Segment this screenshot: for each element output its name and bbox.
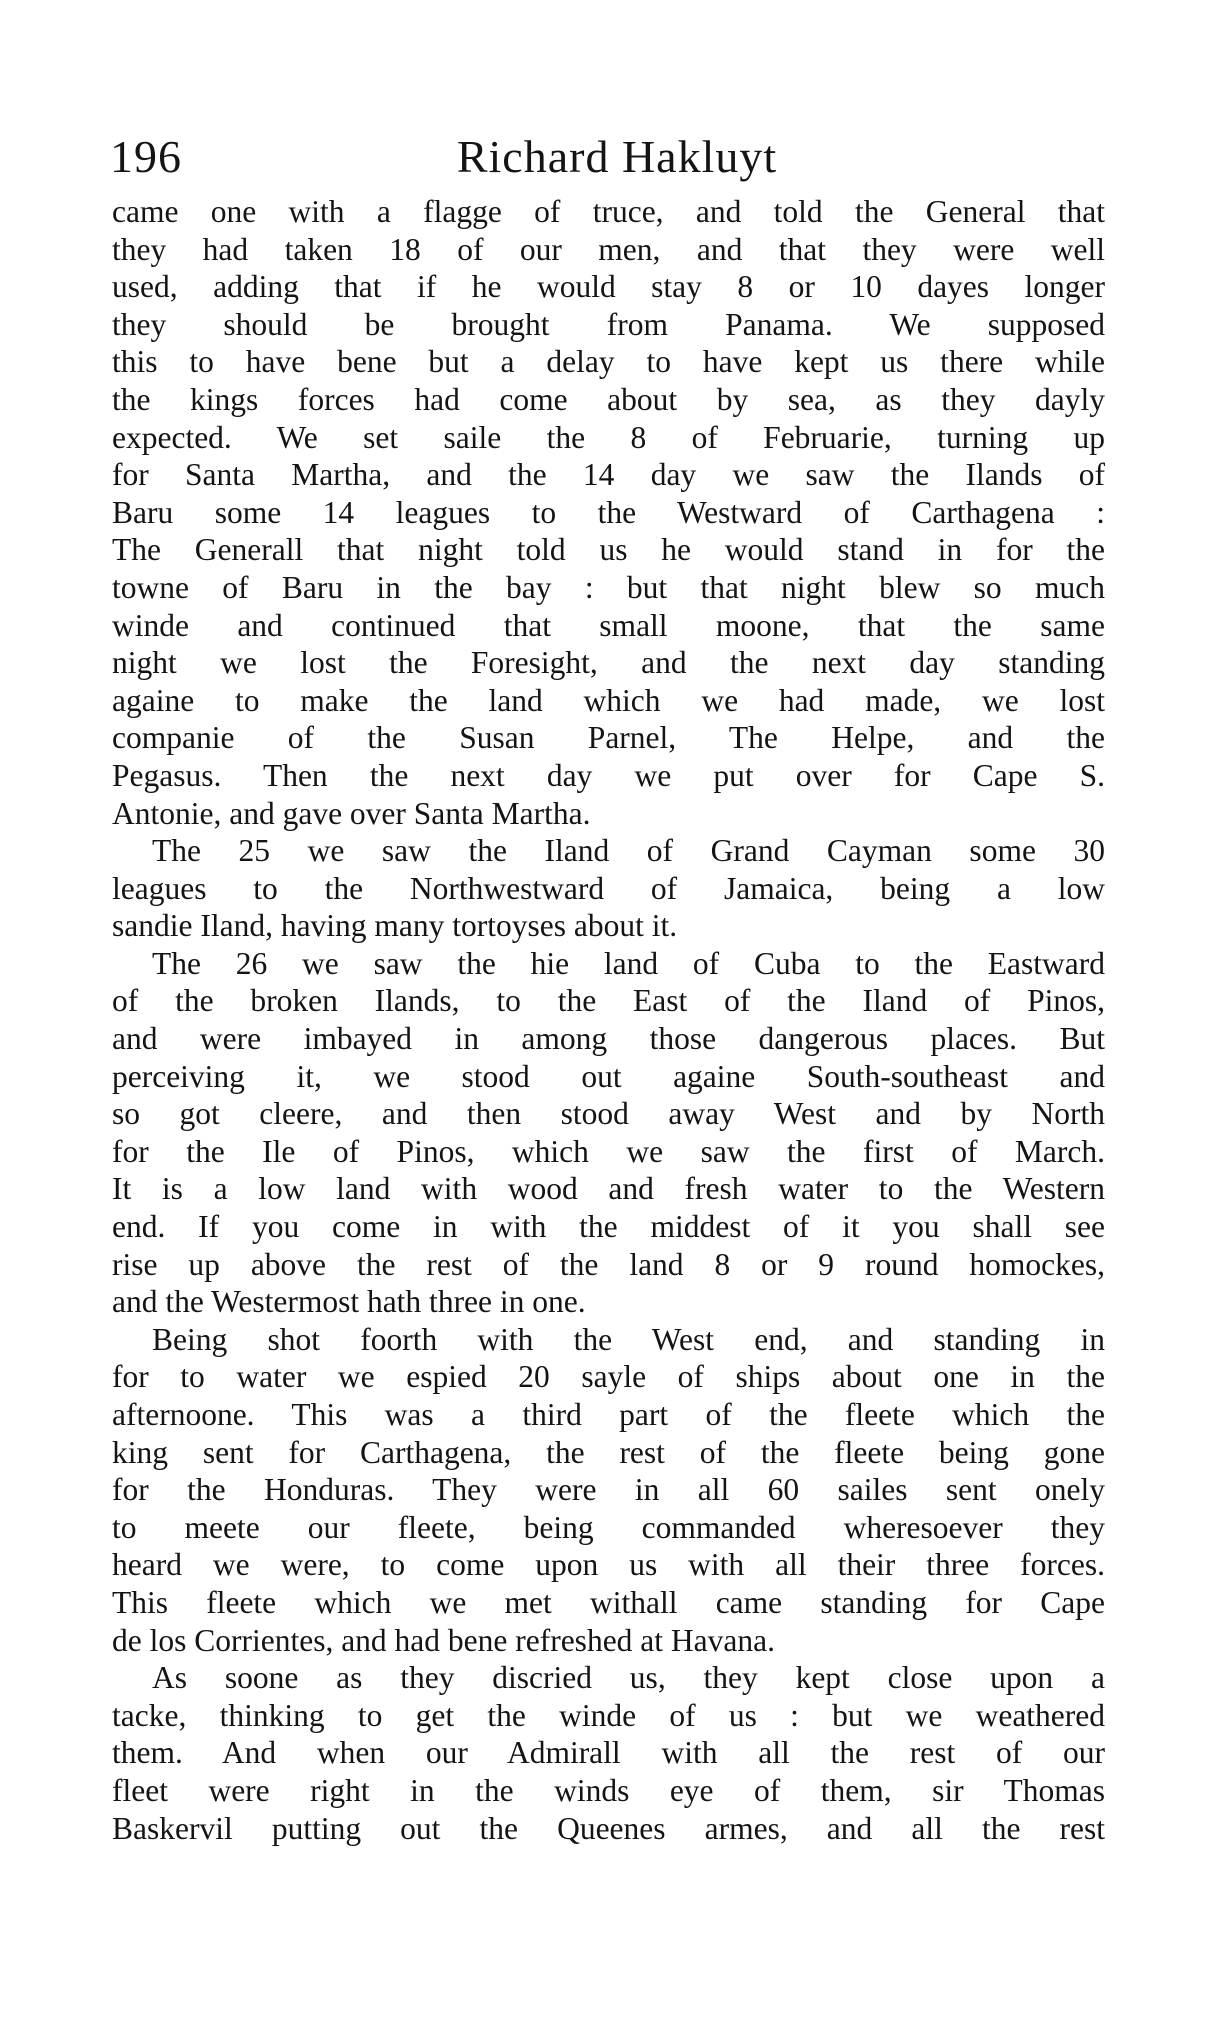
text-line: expected. We set saile the 8 of Februarie, turning up: [112, 419, 1105, 455]
body-text: [112, 193, 1105, 1847]
text-line: used, adding that if he would stay 8 or 10 dayes longer: [112, 269, 1105, 305]
text-line: fleet were right in the winds eye of them, sir Thomas: [112, 1772, 1105, 1808]
text-line: and the Westermost hath three in one.: [112, 1284, 586, 1320]
text-line: leagues to the Northwestward of Jamaica, being a low: [112, 870, 1105, 906]
text-line: companie of the Susan Parnel, The Helpe, and the: [112, 720, 1105, 756]
text-line: they should be brought from Panama. We supposed: [112, 306, 1105, 342]
text-line: perceiving it, we stood out againe South-southeast and: [112, 1058, 1105, 1094]
running-title: Richard Hakluyt: [456, 131, 778, 182]
text-line: The 26 we saw the hie land of Cuba to the Eastward: [152, 945, 1105, 981]
text-line: This fleete which we met withall came standing for Cape: [112, 1584, 1105, 1620]
text-line: towne of Baru in the bay : but that night blew so much: [112, 569, 1105, 605]
paragraph: [112, 832, 1105, 945]
text-line: Baskervil putting out the Queenes armes, and all the rest: [112, 1810, 1105, 1846]
text-line: tacke, thinking to get the winde of us : but we weathered: [112, 1697, 1105, 1733]
text-line: this to have bene but a delay to have kept us there while: [112, 344, 1105, 380]
text-line: Pegasus. Then the next day we put over for Cape S.: [112, 757, 1105, 793]
text-line: for Santa Martha, and the 14 day we saw the Ilands of: [112, 457, 1105, 493]
text-line: the kings forces had come about by sea, as they dayly: [112, 381, 1105, 417]
text-line: for to water we espied 20 sayle of ships about one in the: [112, 1359, 1105, 1395]
text-line: so got cleere, and then stood away West and by North: [112, 1096, 1105, 1132]
text-line: The 25 we saw the Iland of Grand Cayman some 30: [152, 833, 1105, 869]
text-line: end. If you come in with the middest of it you shall see: [112, 1209, 1105, 1245]
text-line: for the Ile of Pinos, which we saw the first of March.: [112, 1133, 1105, 1169]
text-line: rise up above the rest of the land 8 or 9 round homockes,: [112, 1246, 1105, 1282]
text-line: afternoone. This was a third part of the fleete which the: [112, 1397, 1105, 1432]
text-line: to meete our fleete, being commanded wheresoever they: [112, 1509, 1105, 1545]
running-head: [110, 122, 1104, 192]
paragraph: [112, 1321, 1105, 1659]
paragraph: [112, 1659, 1105, 1847]
text-line: The Generall that night told us he would stand in for the: [112, 532, 1105, 568]
text-line: It is a low land with wood and fresh water to the Western: [112, 1171, 1105, 1207]
text-line: heard we were, to come upon us with all their three forces.: [112, 1547, 1105, 1583]
paragraph: [112, 945, 1105, 1321]
text-line: them. And when our Admirall with all the rest of our: [112, 1735, 1105, 1771]
text-line: Antonie, and gave over Santa Martha.: [112, 795, 591, 831]
text-line: As soone as they discried us, they kept close upon a: [152, 1660, 1105, 1696]
text-line: king sent for Carthagena, the rest of the fleete being gone: [112, 1434, 1105, 1470]
text-line: sandie Iland, having many tortoyses about it.: [112, 908, 678, 944]
page-number: 196: [110, 131, 182, 182]
text-line: came one with a flagge of truce, and told the General that: [112, 194, 1105, 229]
text-line: for the Honduras. They were in all 60 sailes sent onely: [112, 1472, 1105, 1508]
text-line: de los Corrientes, and had bene refreshed at Havana.: [112, 1622, 775, 1658]
paragraph: [112, 193, 1105, 832]
text-line: Baru some 14 leagues to the Westward of Carthagena :: [112, 494, 1105, 530]
text-line: and were imbayed in among those dangerous places. But: [112, 1021, 1105, 1057]
text-line: winde and continued that small moone, that the same: [112, 607, 1105, 643]
text-line: they had taken 18 of our men, and that they were well: [112, 231, 1105, 267]
text-line: againe to make the land which we had made, we lost: [112, 682, 1105, 718]
text-line: night we lost the Foresight, and the next day standing: [112, 645, 1105, 681]
text-line: Being shot foorth with the West end, and standing in: [152, 1321, 1105, 1357]
text-line: of the broken Ilands, to the East of the Iland of Pinos,: [112, 983, 1105, 1019]
